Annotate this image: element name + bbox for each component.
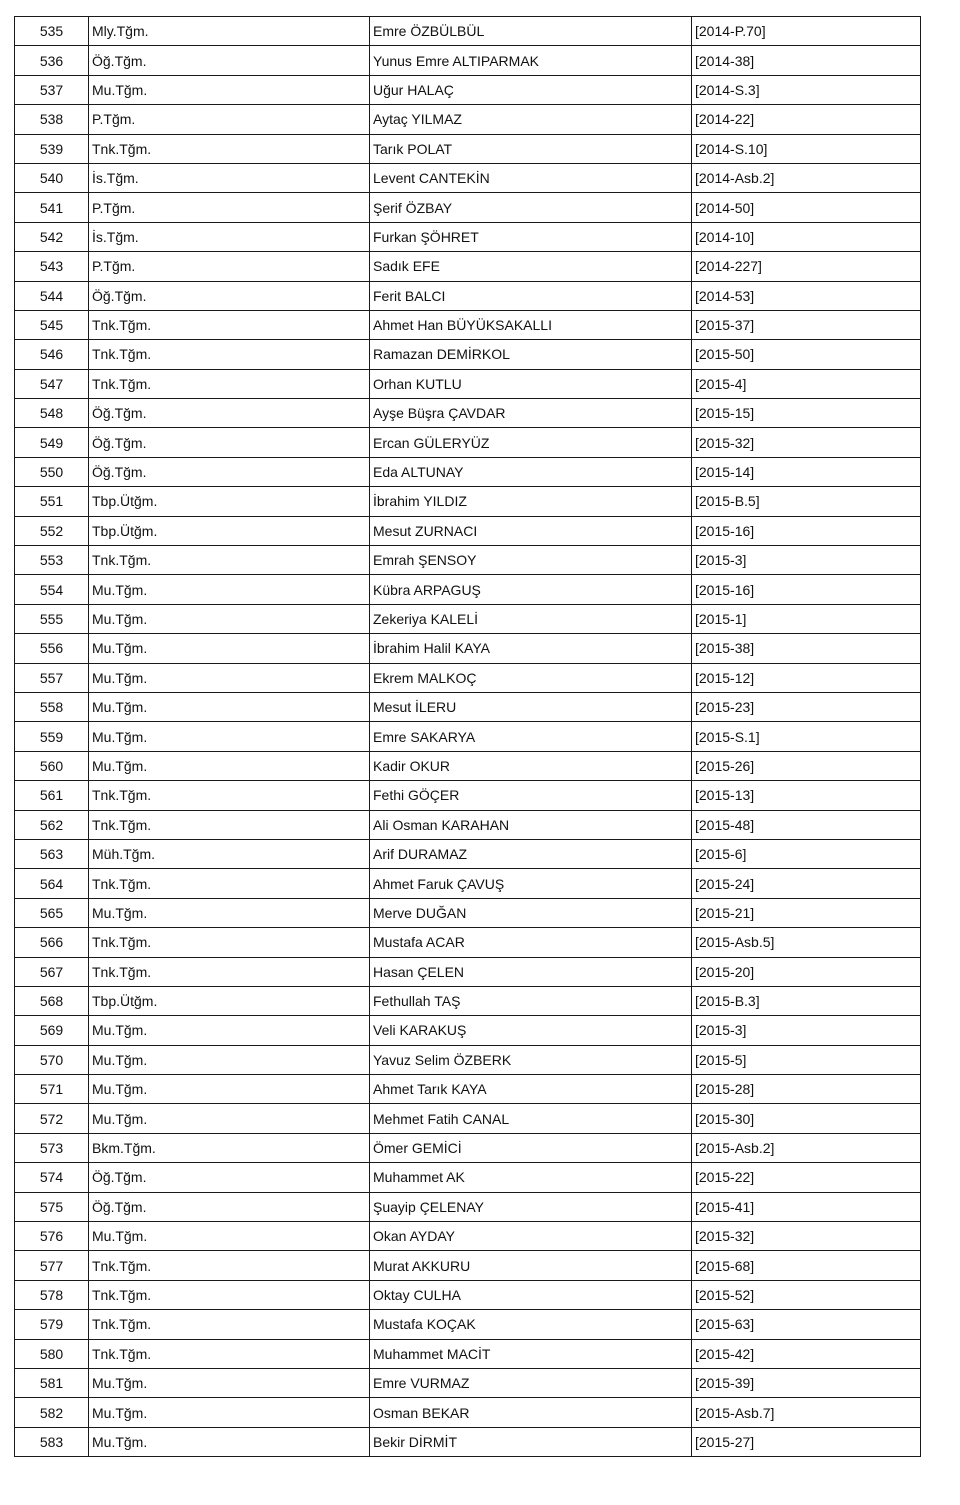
full-name-cell: Emre VURMAZ bbox=[370, 1368, 692, 1397]
class-code-cell: [2014-53] bbox=[692, 281, 921, 310]
row-number-cell: 548 bbox=[15, 399, 89, 428]
rank-cell: Öğ.Tğm. bbox=[89, 457, 370, 486]
rank-cell: Öğ.Tğm. bbox=[89, 1192, 370, 1221]
table-row bbox=[15, 1163, 921, 1192]
full-name-cell: Mesut İLERU bbox=[370, 692, 692, 721]
class-code-cell: [2014-S.10] bbox=[692, 134, 921, 163]
table-row bbox=[15, 898, 921, 927]
class-code-cell: [2014-50] bbox=[692, 193, 921, 222]
full-name-cell: Osman BEKAR bbox=[370, 1398, 692, 1427]
rank-cell: P.Tğm. bbox=[89, 193, 370, 222]
table-row bbox=[15, 839, 921, 868]
table-row bbox=[15, 1016, 921, 1045]
full-name-cell: Ayşe Büşra ÇAVDAR bbox=[370, 399, 692, 428]
class-code-cell: [2015-Asb.5] bbox=[692, 928, 921, 957]
rank-cell: Tnk.Tğm. bbox=[89, 957, 370, 986]
rank-cell: Öğ.Tğm. bbox=[89, 399, 370, 428]
full-name-cell: Veli KARAKUŞ bbox=[370, 1016, 692, 1045]
table-row bbox=[15, 1251, 921, 1280]
rank-cell: Tbp.Ütğm. bbox=[89, 986, 370, 1015]
full-name-cell: Ahmet Han BÜYÜKSAKALLI bbox=[370, 310, 692, 339]
table-row bbox=[15, 163, 921, 192]
class-code-cell: [2015-6] bbox=[692, 839, 921, 868]
table-row bbox=[15, 369, 921, 398]
row-number-cell: 560 bbox=[15, 751, 89, 780]
class-code-cell: [2015-B.5] bbox=[692, 487, 921, 516]
rank-cell: Tnk.Tğm. bbox=[89, 134, 370, 163]
full-name-cell: Furkan ŞÖHRET bbox=[370, 222, 692, 251]
row-number-cell: 562 bbox=[15, 810, 89, 839]
row-number-cell: 580 bbox=[15, 1339, 89, 1368]
full-name-cell: Ekrem MALKOÇ bbox=[370, 663, 692, 692]
rank-cell: Tnk.Tğm. bbox=[89, 1339, 370, 1368]
row-number-cell: 563 bbox=[15, 839, 89, 868]
class-code-cell: [2015-B.3] bbox=[692, 986, 921, 1015]
class-code-cell: [2015-23] bbox=[692, 692, 921, 721]
table-row bbox=[15, 193, 921, 222]
class-code-cell: [2015-14] bbox=[692, 457, 921, 486]
class-code-cell: [2015-13] bbox=[692, 781, 921, 810]
rank-cell: Mu.Tğm. bbox=[89, 1075, 370, 1104]
table-row bbox=[15, 634, 921, 663]
personnel-list-table bbox=[14, 16, 921, 1457]
rank-cell: Mu.Tğm. bbox=[89, 1427, 370, 1456]
table-row bbox=[15, 1339, 921, 1368]
row-number-cell: 575 bbox=[15, 1192, 89, 1221]
row-number-cell: 542 bbox=[15, 222, 89, 251]
table-row bbox=[15, 546, 921, 575]
rank-cell: Tnk.Tğm. bbox=[89, 1310, 370, 1339]
table-row bbox=[15, 1222, 921, 1251]
row-number-cell: 550 bbox=[15, 457, 89, 486]
rank-cell: Mu.Tğm. bbox=[89, 898, 370, 927]
full-name-cell: Orhan KUTLU bbox=[370, 369, 692, 398]
class-code-cell: [2014-P.70] bbox=[692, 17, 921, 46]
full-name-cell: Yunus Emre ALTIPARMAK bbox=[370, 46, 692, 75]
class-code-cell: [2015-39] bbox=[692, 1368, 921, 1397]
rank-cell: Öğ.Tğm. bbox=[89, 428, 370, 457]
full-name-cell: Eda ALTUNAY bbox=[370, 457, 692, 486]
rank-cell: İs.Tğm. bbox=[89, 222, 370, 251]
class-code-cell: [2015-24] bbox=[692, 869, 921, 898]
row-number-cell: 535 bbox=[15, 17, 89, 46]
full-name-cell: Muhammet MACİT bbox=[370, 1339, 692, 1368]
row-number-cell: 568 bbox=[15, 986, 89, 1015]
row-number-cell: 544 bbox=[15, 281, 89, 310]
class-code-cell: [2015-S.1] bbox=[692, 722, 921, 751]
table-row bbox=[15, 134, 921, 163]
class-code-cell: [2015-3] bbox=[692, 546, 921, 575]
table-row bbox=[15, 1133, 921, 1162]
row-number-cell: 549 bbox=[15, 428, 89, 457]
rank-cell: Tnk.Tğm. bbox=[89, 869, 370, 898]
row-number-cell: 561 bbox=[15, 781, 89, 810]
rank-cell: P.Tğm. bbox=[89, 252, 370, 281]
row-number-cell: 538 bbox=[15, 105, 89, 134]
rank-cell: Müh.Tğm. bbox=[89, 839, 370, 868]
class-code-cell: [2014-38] bbox=[692, 46, 921, 75]
row-number-cell: 565 bbox=[15, 898, 89, 927]
class-code-cell: [2015-50] bbox=[692, 340, 921, 369]
full-name-cell: Hasan ÇELEN bbox=[370, 957, 692, 986]
table-row bbox=[15, 692, 921, 721]
class-code-cell: [2014-Asb.2] bbox=[692, 163, 921, 192]
rank-cell: Tbp.Ütğm. bbox=[89, 487, 370, 516]
table-row bbox=[15, 810, 921, 839]
full-name-cell: Ömer GEMİCİ bbox=[370, 1133, 692, 1162]
full-name-cell: Kadir OKUR bbox=[370, 751, 692, 780]
rank-cell: İs.Tğm. bbox=[89, 163, 370, 192]
class-code-cell: [2014-227] bbox=[692, 252, 921, 281]
rank-cell: Mu.Tğm. bbox=[89, 1222, 370, 1251]
rank-cell: Tnk.Tğm. bbox=[89, 781, 370, 810]
class-code-cell: [2015-15] bbox=[692, 399, 921, 428]
row-number-cell: 547 bbox=[15, 369, 89, 398]
class-code-cell: [2014-S.3] bbox=[692, 75, 921, 104]
rank-cell: Mu.Tğm. bbox=[89, 634, 370, 663]
class-code-cell: [2015-16] bbox=[692, 516, 921, 545]
row-number-cell: 537 bbox=[15, 75, 89, 104]
class-code-cell: [2015-12] bbox=[692, 663, 921, 692]
row-number-cell: 559 bbox=[15, 722, 89, 751]
table-row bbox=[15, 1398, 921, 1427]
table-row bbox=[15, 1280, 921, 1309]
row-number-cell: 577 bbox=[15, 1251, 89, 1280]
class-code-cell: [2015-1] bbox=[692, 604, 921, 633]
table-row bbox=[15, 252, 921, 281]
rank-cell: Tnk.Tğm. bbox=[89, 546, 370, 575]
table-row bbox=[15, 663, 921, 692]
rank-cell: Mu.Tğm. bbox=[89, 692, 370, 721]
row-number-cell: 581 bbox=[15, 1368, 89, 1397]
row-number-cell: 573 bbox=[15, 1133, 89, 1162]
row-number-cell: 552 bbox=[15, 516, 89, 545]
rank-cell: Mu.Tğm. bbox=[89, 1368, 370, 1397]
class-code-cell: [2015-37] bbox=[692, 310, 921, 339]
row-number-cell: 566 bbox=[15, 928, 89, 957]
row-number-cell: 541 bbox=[15, 193, 89, 222]
rank-cell: Tnk.Tğm. bbox=[89, 369, 370, 398]
row-number-cell: 556 bbox=[15, 634, 89, 663]
full-name-cell: Kübra ARPAGUŞ bbox=[370, 575, 692, 604]
rank-cell: Öğ.Tğm. bbox=[89, 1163, 370, 1192]
class-code-cell: [2015-48] bbox=[692, 810, 921, 839]
table-row bbox=[15, 428, 921, 457]
class-code-cell: [2015-52] bbox=[692, 1280, 921, 1309]
row-number-cell: 540 bbox=[15, 163, 89, 192]
rank-cell: P.Tğm. bbox=[89, 105, 370, 134]
rank-cell: Mu.Tğm. bbox=[89, 751, 370, 780]
row-number-cell: 570 bbox=[15, 1045, 89, 1074]
class-code-cell: [2015-20] bbox=[692, 957, 921, 986]
row-number-cell: 571 bbox=[15, 1075, 89, 1104]
rank-cell: Mu.Tğm. bbox=[89, 75, 370, 104]
rank-cell: Mu.Tğm. bbox=[89, 722, 370, 751]
rank-cell: Mu.Tğm. bbox=[89, 1045, 370, 1074]
full-name-cell: Şerif ÖZBAY bbox=[370, 193, 692, 222]
table-row bbox=[15, 105, 921, 134]
row-number-cell: 583 bbox=[15, 1427, 89, 1456]
table-row bbox=[15, 869, 921, 898]
full-name-cell: Merve DUĞAN bbox=[370, 898, 692, 927]
class-code-cell: [2015-26] bbox=[692, 751, 921, 780]
class-code-cell: [2015-38] bbox=[692, 634, 921, 663]
table-row bbox=[15, 1104, 921, 1133]
rank-cell: Mu.Tğm. bbox=[89, 1104, 370, 1133]
full-name-cell: Emre SAKARYA bbox=[370, 722, 692, 751]
class-code-cell: [2015-3] bbox=[692, 1016, 921, 1045]
full-name-cell: Sadık EFE bbox=[370, 252, 692, 281]
row-number-cell: 539 bbox=[15, 134, 89, 163]
full-name-cell: İbrahim YILDIZ bbox=[370, 487, 692, 516]
row-number-cell: 543 bbox=[15, 252, 89, 281]
class-code-cell: [2015-5] bbox=[692, 1045, 921, 1074]
full-name-cell: Ahmet Faruk ÇAVUŞ bbox=[370, 869, 692, 898]
table-row bbox=[15, 340, 921, 369]
rank-cell: Öğ.Tğm. bbox=[89, 46, 370, 75]
full-name-cell: Mesut ZURNACI bbox=[370, 516, 692, 545]
class-code-cell: [2015-Asb.2] bbox=[692, 1133, 921, 1162]
class-code-cell: [2015-27] bbox=[692, 1427, 921, 1456]
table-row bbox=[15, 928, 921, 957]
row-number-cell: 554 bbox=[15, 575, 89, 604]
full-name-cell: Uğur HALAÇ bbox=[370, 75, 692, 104]
table-row bbox=[15, 310, 921, 339]
table-row bbox=[15, 516, 921, 545]
rank-cell: Tnk.Tğm. bbox=[89, 340, 370, 369]
full-name-cell: Mustafa ACAR bbox=[370, 928, 692, 957]
table-body bbox=[15, 17, 921, 1457]
full-name-cell: Arif DURAMAZ bbox=[370, 839, 692, 868]
table-row bbox=[15, 1075, 921, 1104]
table-row bbox=[15, 751, 921, 780]
row-number-cell: 567 bbox=[15, 957, 89, 986]
rank-cell: Tbp.Ütğm. bbox=[89, 516, 370, 545]
full-name-cell: Ali Osman KARAHAN bbox=[370, 810, 692, 839]
row-number-cell: 564 bbox=[15, 869, 89, 898]
table-row bbox=[15, 75, 921, 104]
row-number-cell: 555 bbox=[15, 604, 89, 633]
full-name-cell: Ferit BALCI bbox=[370, 281, 692, 310]
row-number-cell: 576 bbox=[15, 1222, 89, 1251]
full-name-cell: Bekir DİRMİT bbox=[370, 1427, 692, 1456]
full-name-cell: Mehmet Fatih CANAL bbox=[370, 1104, 692, 1133]
row-number-cell: 569 bbox=[15, 1016, 89, 1045]
rank-cell: Mu.Tğm. bbox=[89, 604, 370, 633]
table-row bbox=[15, 1192, 921, 1221]
table-row bbox=[15, 222, 921, 251]
table-row bbox=[15, 1368, 921, 1397]
table-row bbox=[15, 1310, 921, 1339]
full-name-cell: Yavuz Selim ÖZBERK bbox=[370, 1045, 692, 1074]
full-name-cell: Zekeriya KALELİ bbox=[370, 604, 692, 633]
table-row bbox=[15, 722, 921, 751]
table-row bbox=[15, 781, 921, 810]
class-code-cell: [2015-68] bbox=[692, 1251, 921, 1280]
table-row bbox=[15, 957, 921, 986]
class-code-cell: [2015-32] bbox=[692, 428, 921, 457]
class-code-cell: [2015-28] bbox=[692, 1075, 921, 1104]
class-code-cell: [2015-42] bbox=[692, 1339, 921, 1368]
rank-cell: Bkm.Tğm. bbox=[89, 1133, 370, 1162]
rank-cell: Tnk.Tğm. bbox=[89, 1280, 370, 1309]
rank-cell: Tnk.Tğm. bbox=[89, 310, 370, 339]
table-row bbox=[15, 1427, 921, 1456]
full-name-cell: Emre ÖZBÜLBÜL bbox=[370, 17, 692, 46]
full-name-cell: Murat AKKURU bbox=[370, 1251, 692, 1280]
full-name-cell: Ramazan DEMİRKOL bbox=[370, 340, 692, 369]
class-code-cell: [2015-30] bbox=[692, 1104, 921, 1133]
full-name-cell: Okan AYDAY bbox=[370, 1222, 692, 1251]
full-name-cell: Levent CANTEKİN bbox=[370, 163, 692, 192]
row-number-cell: 574 bbox=[15, 1163, 89, 1192]
class-code-cell: [2014-22] bbox=[692, 105, 921, 134]
row-number-cell: 545 bbox=[15, 310, 89, 339]
rank-cell: Tnk.Tğm. bbox=[89, 810, 370, 839]
class-code-cell: [2015-32] bbox=[692, 1222, 921, 1251]
full-name-cell: Fethullah TAŞ bbox=[370, 986, 692, 1015]
row-number-cell: 551 bbox=[15, 487, 89, 516]
table-row bbox=[15, 575, 921, 604]
class-code-cell: [2015-63] bbox=[692, 1310, 921, 1339]
table-row bbox=[15, 487, 921, 516]
full-name-cell: Tarık POLAT bbox=[370, 134, 692, 163]
table-row bbox=[15, 281, 921, 310]
table-row bbox=[15, 604, 921, 633]
rank-cell: Öğ.Tğm. bbox=[89, 281, 370, 310]
full-name-cell: Fethi GÖÇER bbox=[370, 781, 692, 810]
rank-cell: Mly.Tğm. bbox=[89, 17, 370, 46]
class-code-cell: [2015-Asb.7] bbox=[692, 1398, 921, 1427]
table-row bbox=[15, 17, 921, 46]
row-number-cell: 536 bbox=[15, 46, 89, 75]
table-row bbox=[15, 457, 921, 486]
full-name-cell: Ercan GÜLERYÜZ bbox=[370, 428, 692, 457]
rank-cell: Tnk.Tğm. bbox=[89, 1251, 370, 1280]
table-row bbox=[15, 1045, 921, 1074]
table-row bbox=[15, 986, 921, 1015]
row-number-cell: 546 bbox=[15, 340, 89, 369]
rank-cell: Mu.Tğm. bbox=[89, 1398, 370, 1427]
class-code-cell: [2015-21] bbox=[692, 898, 921, 927]
class-code-cell: [2015-16] bbox=[692, 575, 921, 604]
row-number-cell: 558 bbox=[15, 692, 89, 721]
full-name-cell: İbrahim Halil KAYA bbox=[370, 634, 692, 663]
full-name-cell: Aytaç YILMAZ bbox=[370, 105, 692, 134]
rank-cell: Mu.Tğm. bbox=[89, 575, 370, 604]
class-code-cell: [2015-41] bbox=[692, 1192, 921, 1221]
full-name-cell: Oktay CULHA bbox=[370, 1280, 692, 1309]
row-number-cell: 579 bbox=[15, 1310, 89, 1339]
rank-cell: Mu.Tğm. bbox=[89, 663, 370, 692]
row-number-cell: 557 bbox=[15, 663, 89, 692]
rank-cell: Mu.Tğm. bbox=[89, 1016, 370, 1045]
row-number-cell: 572 bbox=[15, 1104, 89, 1133]
class-code-cell: [2014-10] bbox=[692, 222, 921, 251]
full-name-cell: Muhammet AK bbox=[370, 1163, 692, 1192]
row-number-cell: 578 bbox=[15, 1280, 89, 1309]
row-number-cell: 582 bbox=[15, 1398, 89, 1427]
table-row bbox=[15, 46, 921, 75]
full-name-cell: Şuayip ÇELENAY bbox=[370, 1192, 692, 1221]
class-code-cell: [2015-22] bbox=[692, 1163, 921, 1192]
row-number-cell: 553 bbox=[15, 546, 89, 575]
full-name-cell: Mustafa KOÇAK bbox=[370, 1310, 692, 1339]
full-name-cell: Emrah ŞENSOY bbox=[370, 546, 692, 575]
rank-cell: Tnk.Tğm. bbox=[89, 928, 370, 957]
class-code-cell: [2015-4] bbox=[692, 369, 921, 398]
table-row bbox=[15, 399, 921, 428]
full-name-cell: Ahmet Tarık KAYA bbox=[370, 1075, 692, 1104]
